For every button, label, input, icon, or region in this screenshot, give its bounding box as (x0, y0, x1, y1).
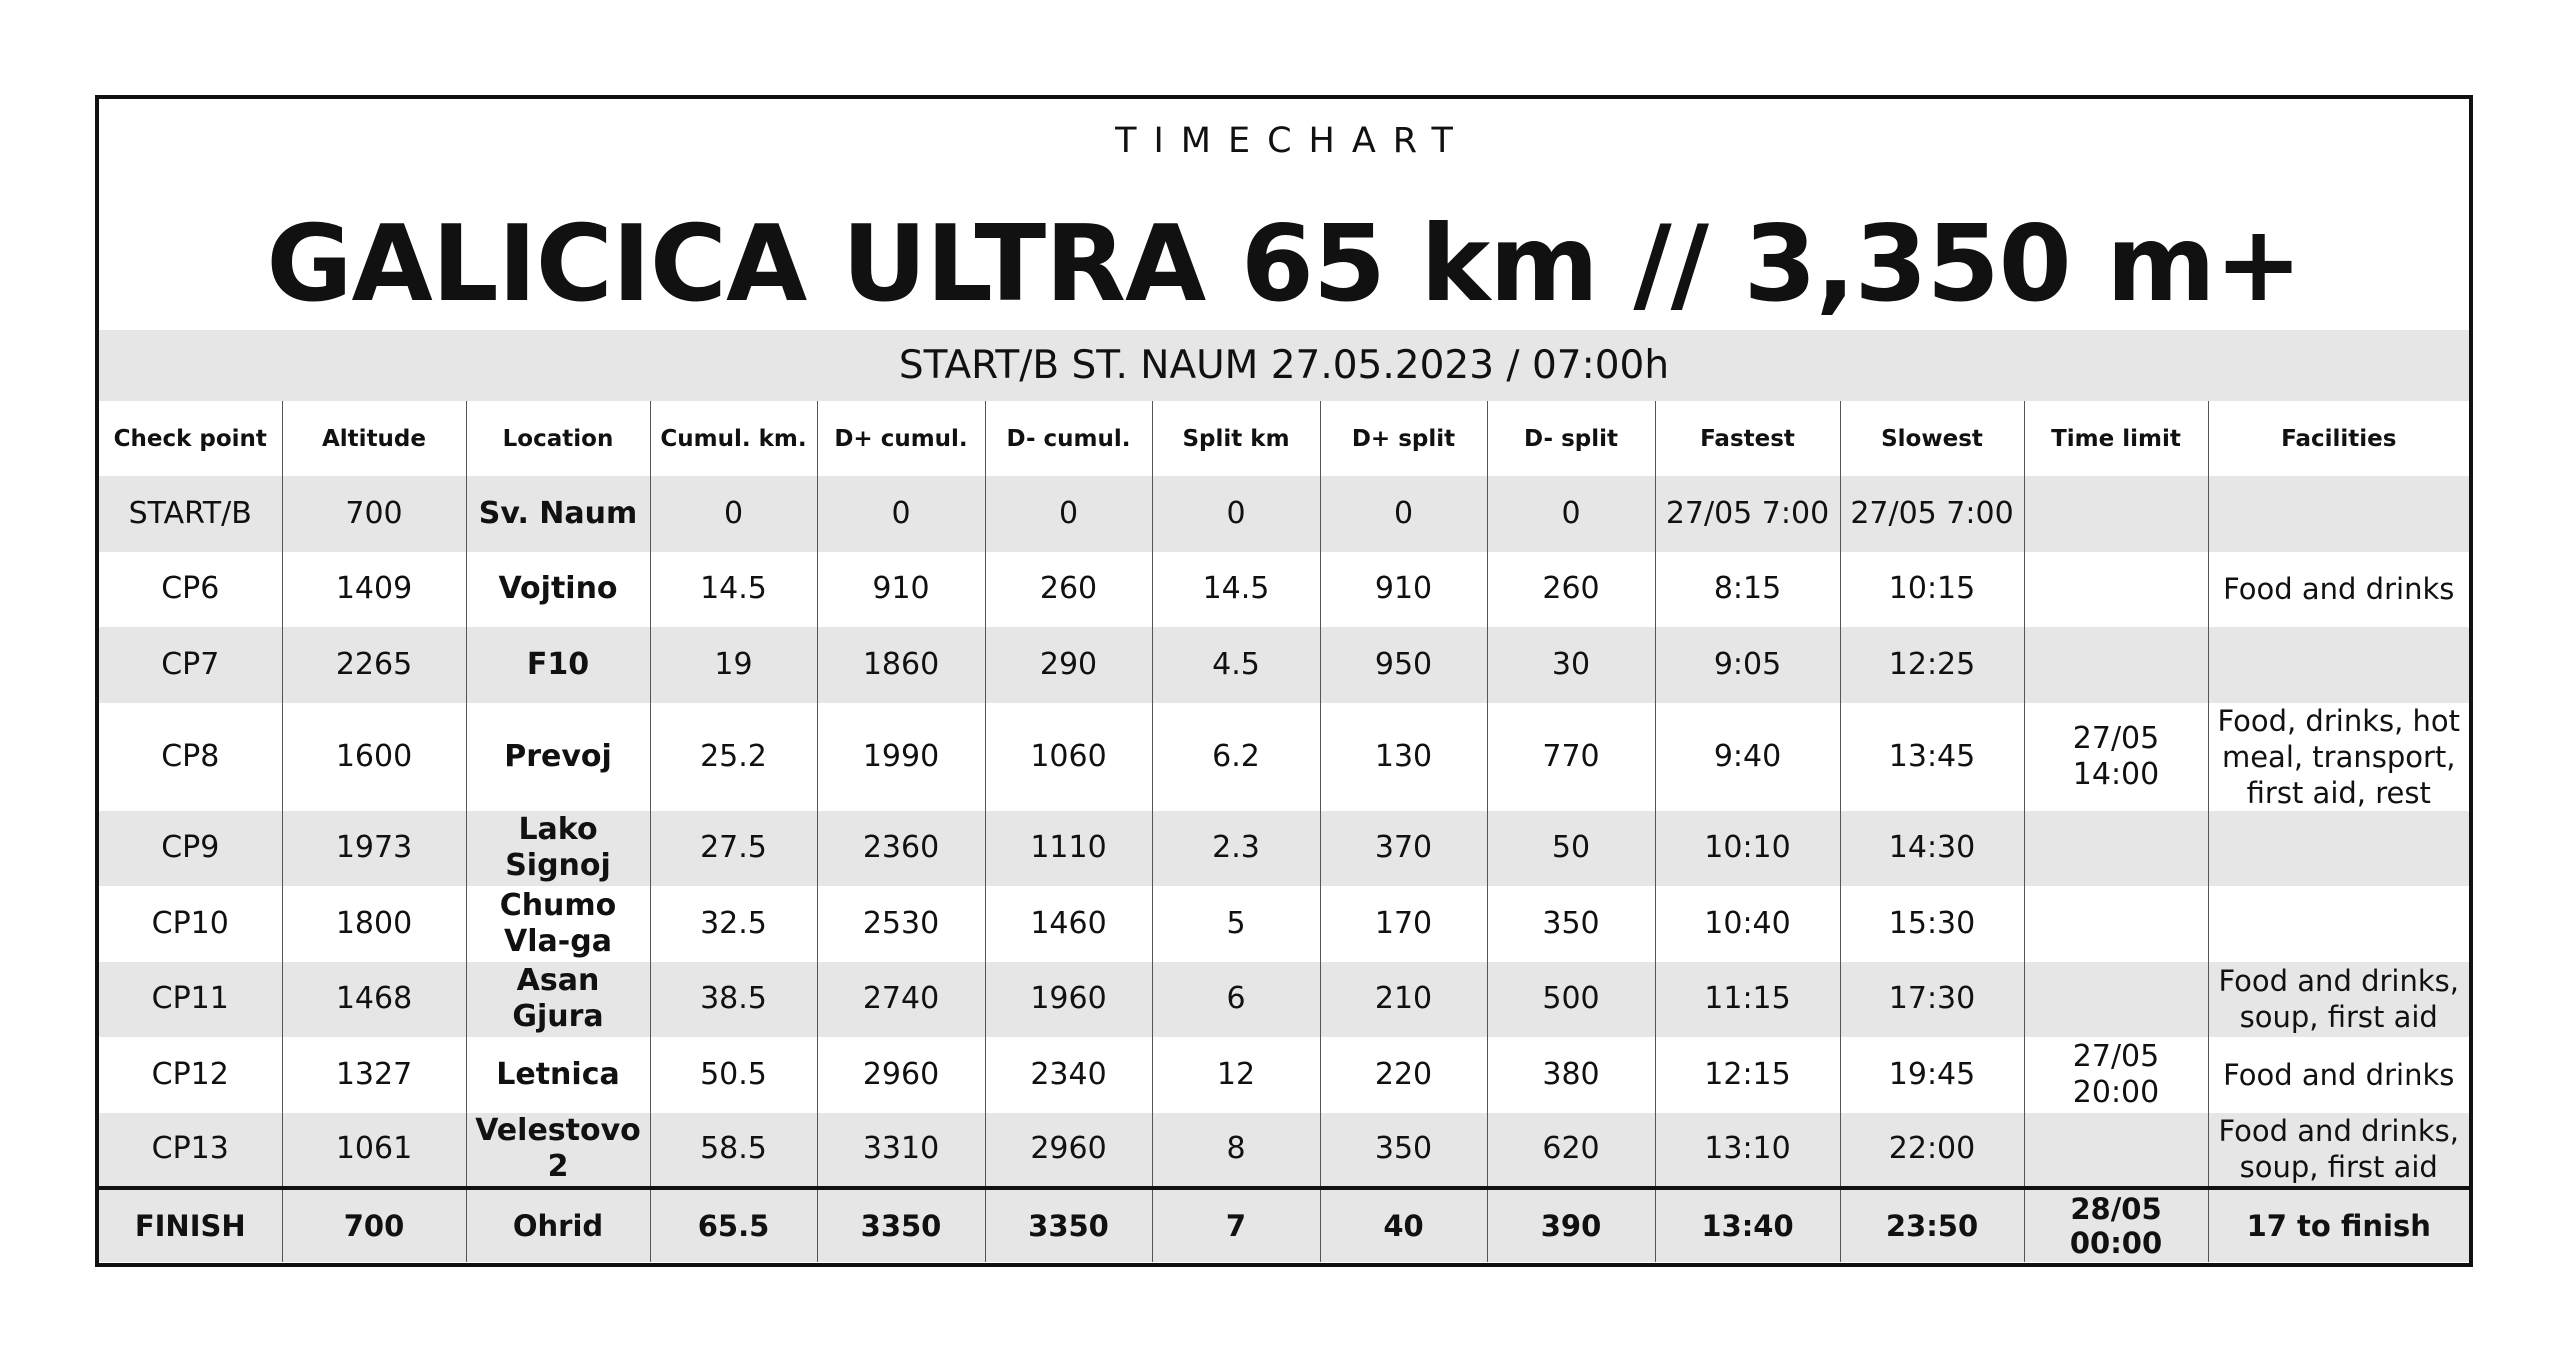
finish-row (99, 1188, 2469, 1262)
column-header: Location (466, 401, 650, 476)
table-cell: CP13 (99, 1113, 282, 1189)
table-cell: 350 (1487, 886, 1655, 962)
table-cell (2024, 476, 2208, 552)
table-cell: 13:10 (1655, 1113, 1840, 1189)
table-cell: 5 (1152, 886, 1320, 962)
finish-cell: 390 (1487, 1188, 1655, 1262)
table-cell: 27/05 7:00 (1655, 476, 1840, 552)
finish-cell: 23:50 (1840, 1188, 2024, 1262)
table-cell: 1409 (282, 552, 466, 628)
table-cell: 9:40 (1655, 703, 1840, 811)
table-cell (2208, 886, 2469, 962)
table-cell: 15:30 (1840, 886, 2024, 962)
finish-cell: 700 (282, 1188, 466, 1262)
table-cell (2208, 476, 2469, 552)
table-cell: 1468 (282, 962, 466, 1038)
table-cell: 11:15 (1655, 962, 1840, 1038)
table-cell: 9:05 (1655, 627, 1840, 703)
table-cell: 700 (282, 476, 466, 552)
table-cell: 2265 (282, 627, 466, 703)
table-cell (2208, 811, 2469, 887)
column-header: Cumul. km. (650, 401, 817, 476)
table-cell: 27/05 7:00 (1840, 476, 2024, 552)
table-cell: 260 (985, 552, 1152, 628)
table-cell: 130 (1320, 703, 1487, 811)
table-cell: 17:30 (1840, 962, 2024, 1038)
table-cell: CP11 (99, 962, 282, 1038)
finish-cell: FINISH (99, 1188, 282, 1262)
table-row (99, 627, 2469, 703)
column-header: Check point (99, 401, 282, 476)
table-cell: 2740 (817, 962, 985, 1038)
column-header: D- split (1487, 401, 1655, 476)
table-row (99, 703, 2469, 811)
table-cell: 10:40 (1655, 886, 1840, 962)
table-cell: 910 (817, 552, 985, 628)
table-cell: 6 (1152, 962, 1320, 1038)
table-cell: Letnica (466, 1037, 650, 1113)
table-cell: 4.5 (1152, 627, 1320, 703)
table-footer (99, 1188, 2469, 1262)
table-cell: 0 (1320, 476, 1487, 552)
column-header: Slowest (1840, 401, 2024, 476)
table-cell: 260 (1487, 552, 1655, 628)
table-cell: 500 (1487, 962, 1655, 1038)
table-cell: 2340 (985, 1037, 1152, 1113)
table-cell: 12 (1152, 1037, 1320, 1113)
table-row (99, 962, 2469, 1038)
table-cell: 12:25 (1840, 627, 2024, 703)
table-cell: 950 (1320, 627, 1487, 703)
finish-cell: 28/05 00:00 (2024, 1188, 2208, 1262)
table-cell: 0 (1152, 476, 1320, 552)
table-cell: 0 (1487, 476, 1655, 552)
table-cell: 58.5 (650, 1113, 817, 1189)
table-cell: 8 (1152, 1113, 1320, 1189)
table-header (99, 401, 2469, 476)
table-cell: 19 (650, 627, 817, 703)
table-cell: 0 (817, 476, 985, 552)
column-header: Time limit (2024, 401, 2208, 476)
column-header: Fastest (1655, 401, 1840, 476)
finish-cell: 40 (1320, 1188, 1487, 1262)
table-cell (2024, 1113, 2208, 1189)
column-header: Altitude (282, 401, 466, 476)
table-cell: 12:15 (1655, 1037, 1840, 1113)
table-cell: 2.3 (1152, 811, 1320, 887)
timechart-table (99, 401, 2469, 1262)
table-cell: 2960 (817, 1037, 985, 1113)
table-cell: 3310 (817, 1113, 985, 1189)
finish-cell: 65.5 (650, 1188, 817, 1262)
kicker-label: TIMECHART (1115, 121, 1470, 161)
finish-cell: 13:40 (1655, 1188, 1840, 1262)
table-cell: CP9 (99, 811, 282, 887)
table-cell: 370 (1320, 811, 1487, 887)
table-cell: CP10 (151, 905, 229, 941)
table-cell: 27.5 (650, 811, 817, 887)
table-cell: 210 (1320, 962, 1487, 1038)
column-header: D+ split (1320, 401, 1487, 476)
table-cell: 1800 (282, 886, 466, 962)
table-cell: Prevoj (466, 703, 650, 811)
table-cell: CP6 (161, 571, 220, 607)
table-cell (2024, 886, 2208, 962)
table-cell: Chumo Vla-ga (466, 886, 650, 962)
table-cell: 14.5 (1152, 552, 1320, 628)
table-cell: 25.2 (650, 703, 817, 811)
column-header: Split km (1152, 401, 1320, 476)
table-cell: 50 (1487, 811, 1655, 887)
table-row (99, 1113, 2469, 1189)
table-cell: 2360 (817, 811, 985, 887)
table-cell: 30 (1487, 627, 1655, 703)
table-cell: Food and drinks, soup, first aid (2208, 1113, 2469, 1189)
table-cell: 1973 (282, 811, 466, 887)
table-cell: CP7 (99, 627, 282, 703)
column-header: D- cumul. (985, 401, 1152, 476)
table-cell: 290 (985, 627, 1152, 703)
table-cell: Food and drinks, soup, first aid (2208, 962, 2469, 1038)
table-row (99, 552, 2469, 628)
column-header: Facilities (2208, 401, 2469, 476)
table-cell: 2960 (985, 1113, 1152, 1189)
table-cell: CP12 (151, 1056, 229, 1092)
table-cell: 1327 (282, 1037, 466, 1113)
table-cell: Lako Signoj (466, 811, 650, 887)
table-cell: 19:45 (1840, 1037, 2024, 1113)
table-cell: 10:10 (1655, 811, 1840, 887)
table-cell: 6.2 (1152, 703, 1320, 811)
table-cell: 1600 (282, 703, 466, 811)
finish-cell: 7 (1152, 1188, 1320, 1262)
table-cell (2024, 962, 2208, 1038)
table-row (99, 476, 2469, 552)
table-row (99, 886, 2469, 962)
table-cell: 22:00 (1840, 1113, 2024, 1189)
page-title: GALICICA ULTRA 65 km // 3,350 m+ (266, 203, 2302, 325)
table-cell: 170 (1320, 886, 1487, 962)
finish-cell: 3350 (985, 1188, 1152, 1262)
finish-cell: Ohrid (466, 1188, 650, 1262)
table-cell: 14.5 (650, 552, 817, 628)
table-cell: Food and drinks (2208, 552, 2469, 628)
table-cell: 27/05 20:00 (2024, 1037, 2208, 1113)
table-cell: 1060 (985, 703, 1152, 811)
table-cell: 2530 (817, 886, 985, 962)
header-row (99, 401, 2469, 476)
table-cell: 910 (1320, 552, 1487, 628)
table-cell: 0 (985, 476, 1152, 552)
table-cell: Food, drinks, hot meal, transport, first aid, rest (2208, 703, 2469, 811)
table-body (99, 476, 2469, 1188)
table-cell: 10:15 (1840, 552, 2024, 628)
table-row (99, 1037, 2469, 1113)
table-cell: 38.5 (650, 962, 817, 1038)
finish-cell: 3350 (817, 1188, 985, 1262)
table-cell: 0 (650, 476, 817, 552)
table-cell: 13:45 (1840, 703, 2024, 811)
table-cell: 27/05 14:00 (2024, 703, 2208, 811)
table-cell: 32.5 (650, 886, 817, 962)
table-cell: 350 (1320, 1113, 1487, 1189)
table-cell: START/B (99, 476, 282, 552)
table-cell: Food and drinks (2208, 1037, 2469, 1113)
table-cell (2024, 627, 2208, 703)
table-cell: 14:30 (1840, 811, 2024, 887)
table-cell: 620 (1487, 1113, 1655, 1189)
table-cell: 1990 (817, 703, 985, 811)
table-cell: Asan Gjura (466, 962, 650, 1038)
table-cell: 1061 (282, 1113, 466, 1189)
column-header: D+ cumul. (817, 401, 985, 476)
table-cell (2024, 552, 2208, 628)
table-cell: 380 (1487, 1037, 1655, 1113)
table-cell: 1110 (985, 811, 1152, 887)
table-cell: 8:15 (1655, 552, 1840, 628)
table-cell: Vojtino (466, 552, 650, 628)
table-cell: F10 (466, 627, 650, 703)
table-row (99, 811, 2469, 887)
table-cell: 1460 (985, 886, 1152, 962)
timechart-frame (95, 95, 2473, 1267)
table-cell: 1960 (985, 962, 1152, 1038)
table-cell: 770 (1487, 703, 1655, 811)
table-cell: 1860 (817, 627, 985, 703)
finish-cell: 17 to finish (2208, 1188, 2469, 1262)
table-cell (2024, 811, 2208, 887)
table-cell: CP8 (161, 738, 220, 774)
table-cell: 50.5 (650, 1037, 817, 1113)
table-cell: 220 (1320, 1037, 1487, 1113)
table-cell: Sv. Naum (466, 476, 650, 552)
start-info-banner: START/B ST. NAUM 27.05.2023 / 07:00h (99, 330, 2469, 401)
table-cell (2208, 627, 2469, 703)
table-cell: Velestovo 2 (466, 1113, 650, 1189)
